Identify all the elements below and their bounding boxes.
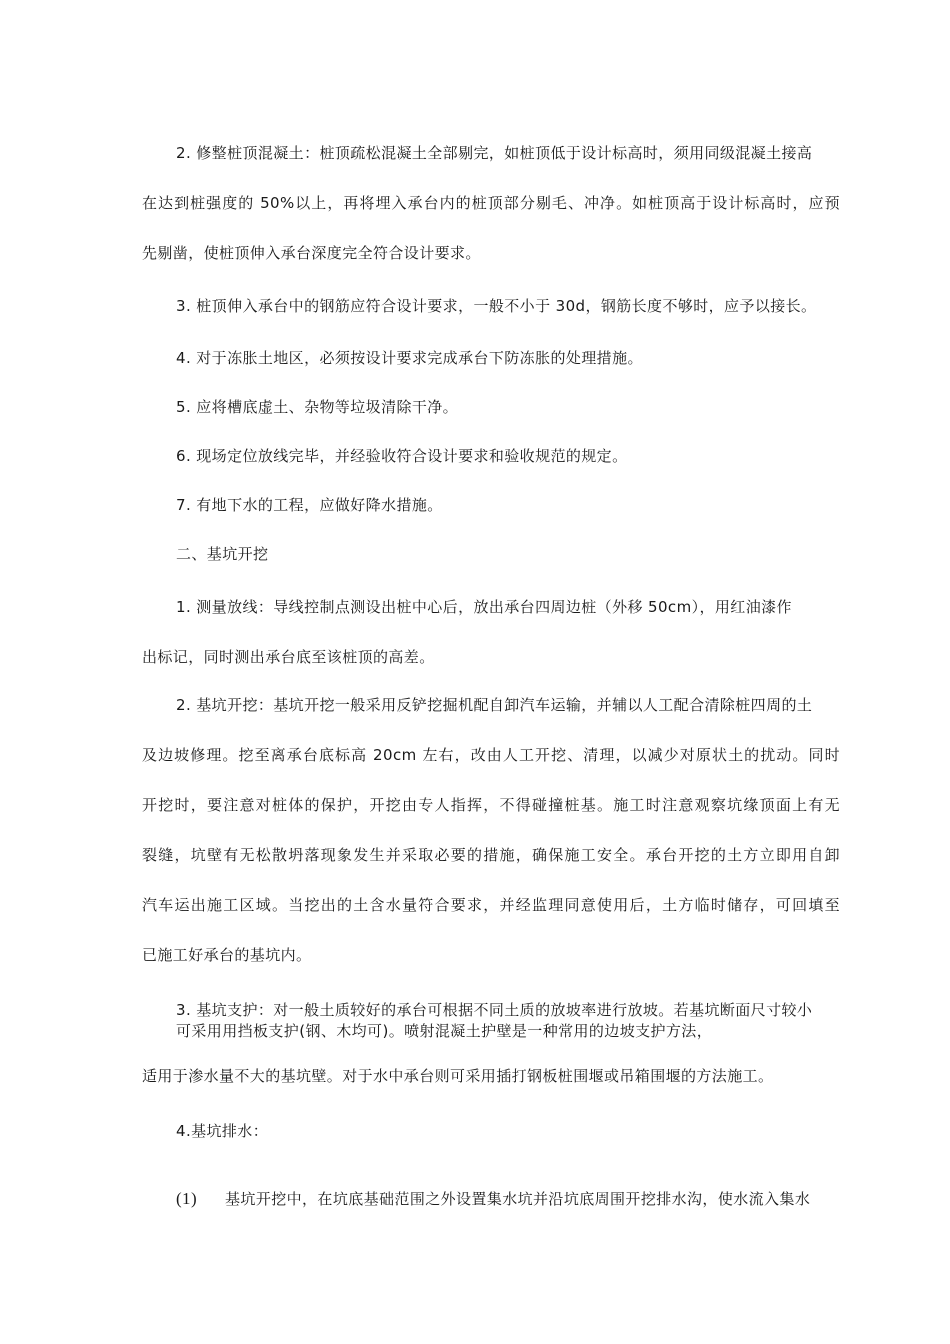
support-paragraph-line-2: 可采用用挡板支护(钢、木均可)。喷射混凝土护壁是一种常用的边坡支护方法， bbox=[176, 1022, 713, 1040]
drainage-heading: 4.基坑排水： bbox=[176, 1122, 269, 1140]
drainage-item-1 bbox=[176, 1189, 810, 1209]
section-heading: 二、基坑开挖 bbox=[176, 545, 269, 563]
paragraph-7: 7. 有地下水的工程，应做好降水措施。 bbox=[176, 496, 443, 514]
paragraph-5: 5. 应将槽底虚土、杂物等垃圾清除干净。 bbox=[176, 398, 459, 416]
support-paragraph-line-3: 适用于渗水量不大的基坑壁。对于水中承台则可采用插打钢板桩围堰或吊箱围堰的方法施工。 bbox=[142, 1067, 774, 1085]
paragraph-2-line-2: 在达到桩强度的 50%以上，再将埋入承台内的桩顶部分剔毛、冲净。如桩顶高于设计标高时，应预 bbox=[142, 194, 840, 212]
paragraph-3: 3. 桩顶伸入承台中的钢筋应符合设计要求，一般不小于 30d，钢筋长度不够时，应予以接长。 bbox=[176, 297, 817, 315]
support-paragraph-line-1: 3. 基坑支护：对一般土质较好的承台可根据不同土质的放坡率进行放坡。若基坑断面尺寸较小 bbox=[176, 1001, 813, 1019]
excavation-paragraph-line-1: 2. 基坑开挖：基坑开挖一般采用反铲挖掘机配自卸汽车运输，并辅以人工配合清除桩四周的土 bbox=[176, 696, 813, 714]
excavation-paragraph-line-4: 裂缝，坑壁有无松散坍落现象发生并采取必要的措施，确保施工安全。承台开挖的土方立即用自卸 bbox=[142, 846, 840, 864]
paragraph-4: 4. 对于冻胀土地区，必须按设计要求完成承台下防冻胀的处理措施。 bbox=[176, 349, 643, 367]
excavation-paragraph-line-5: 汽车运出施工区域。当挖出的土含水量符合要求，并经监理同意使用后，土方临时储存，可回填至 bbox=[142, 896, 840, 914]
excavation-paragraph-line-2: 及边坡修理。挖至离承台底标高 20cm 左右，改由人工开挖、清理，以减少对原状土的扰动。同时 bbox=[142, 746, 840, 764]
paragraph-2-line-1: 2. 修整桩顶混凝土：桩顶疏松混凝土全部剔完，如桩顶低于设计标高时，须用同级混凝土接高 bbox=[176, 144, 813, 162]
excavation-paragraph-line-3: 开挖时，要注意对桩体的保护，开挖由专人指挥，不得碰撞桩基。施工时注意观察坑缘顶面上有无 bbox=[142, 796, 840, 814]
paragraph-2-line-3: 先剔凿，使桩顶伸入承台深度完全符合设计要求。 bbox=[142, 244, 481, 262]
paragraph-6: 6. 现场定位放线完毕，并经验收符合设计要求和验收规范的规定。 bbox=[176, 447, 628, 465]
drainage-item-1-number: (1) bbox=[176, 1189, 198, 1208]
excavation-paragraph-line-6: 已施工好承台的基坑内。 bbox=[142, 946, 312, 964]
drainage-item-1-text: 基坑开挖中，在坑底基础范围之外设置集水坑并沿坑底周围开挖排水沟，使水流入集水 bbox=[225, 1190, 811, 1208]
survey-paragraph-line-1: 1. 测量放线：导线控制点测设出桩中心后，放出承台四周边桩（外移 50cm），用红油漆作 bbox=[176, 598, 792, 616]
survey-paragraph-line-2: 出标记，同时测出承台底至该桩顶的高差。 bbox=[142, 648, 435, 666]
